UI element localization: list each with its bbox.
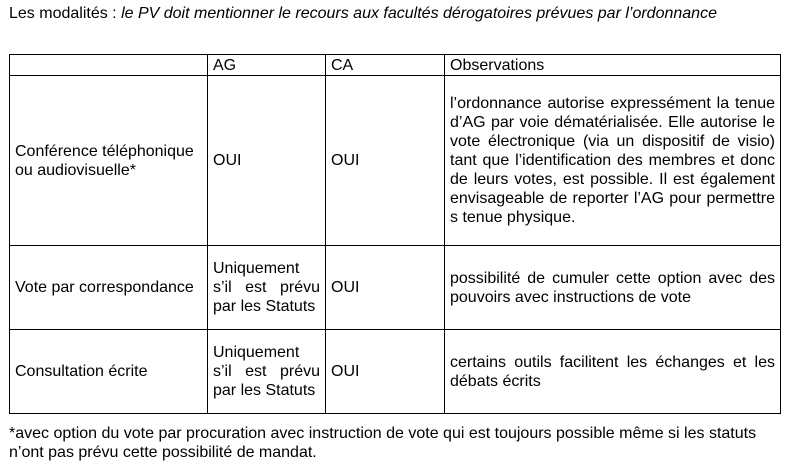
ag-cell: Uniquement s’il est prévu par les Statuts <box>208 330 326 414</box>
header-cell-ag: AG <box>208 55 326 76</box>
intro-prefix: Les modalités : <box>9 5 122 22</box>
table-row <box>10 330 781 414</box>
ca-cell: OUI <box>326 246 445 330</box>
intro-paragraph <box>9 4 794 23</box>
observations-cell: certains outils facilitent les échanges et les débats écrits <box>445 330 781 414</box>
mode-cell: Vote par correspondance <box>10 246 208 330</box>
table-row <box>10 76 781 246</box>
header-cell-ca: CA <box>326 55 445 76</box>
mode-cell: Conférence téléphonique ou audiovisuelle* <box>10 76 208 246</box>
header-cell-empty <box>10 55 208 76</box>
table-header-row <box>10 55 781 76</box>
mode-cell: Consultation écrite <box>10 330 208 414</box>
ca-cell: OUI <box>326 76 445 246</box>
ca-cell: OUI <box>326 330 445 414</box>
observations-cell: l’ordonnance autorise expressément la tenue d’AG par voie dématérialisée. Elle autorise le vote électronique (via un dispositif de visio) tant que l’identification des membres et donc de leurs votes, est possible. Il est également envisageable de reporter l’AG pour permettre s tenue physique. <box>445 76 781 246</box>
ag-cell: Uniquement s’il est prévu par les Statuts <box>208 246 326 330</box>
table-row <box>10 246 781 330</box>
observations-cell: possibilité de cumuler cette option avec des pouvoirs avec instructions de vote <box>445 246 781 330</box>
ag-cell: OUI <box>208 76 326 246</box>
intro-italic-text: le PV doit mentionner le recours aux facultés dérogatoires prévues par l’ordonnance <box>121 5 717 22</box>
header-cell-observations: Observations <box>445 55 781 76</box>
footnote: *avec option du vote par procuration avec instruction de vote qui est toujours possible même si les statuts n’ont pas prévu cette possibilité de mandat. <box>9 425 757 461</box>
modalities-table <box>9 54 781 414</box>
